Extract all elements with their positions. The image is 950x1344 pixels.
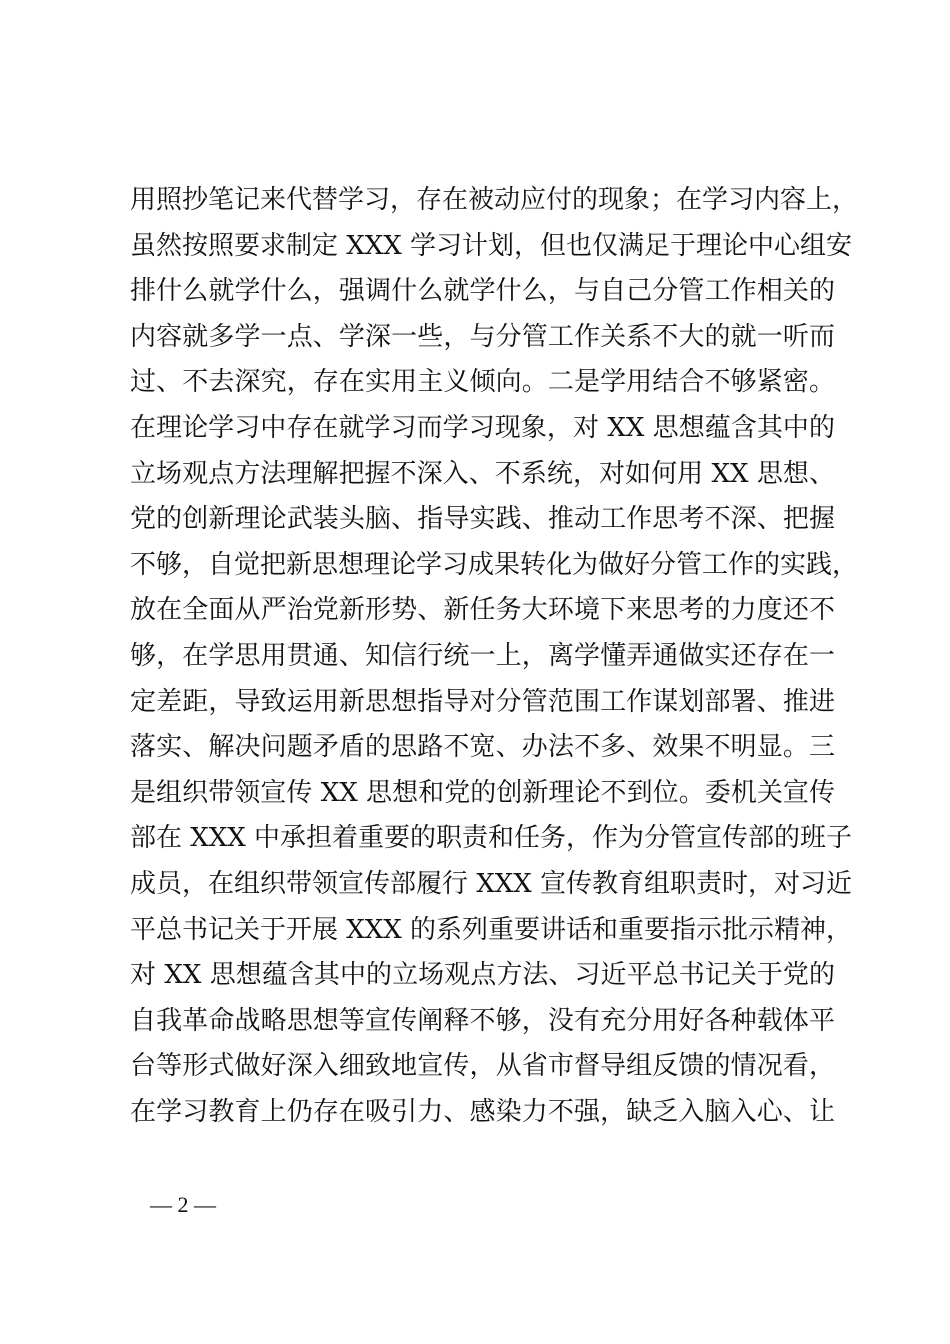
text-line: 台等形式做好深入细致地宣传，从省市督导组反馈的情况看，	[130, 1051, 835, 1082]
text-line: 内容就多学一点、学深一些，与分管工作关系不大的就一听而	[130, 321, 835, 352]
text-line: 不够，自觉把新思想理论学习成果转化为做好分管工作的实践，	[130, 549, 859, 580]
text-line: 落实、解决问题矛盾的思路不宽、办法不多、效果不明显。三	[130, 732, 835, 763]
text-line: 是组织带领宣传 XX 思想和党的创新理论不到位。委机关宣传	[130, 777, 835, 808]
text-line: 成员，在组织带领宣传部履行 XXX 宣传教育组职责时，对习近	[130, 868, 853, 899]
text-line: 部在 XXX 中承担着重要的职责和任务，作为分管宣传部的班子	[130, 823, 853, 854]
text-line: 过、不去深究，存在实用主义倾向。二是学用结合不够紧密。	[130, 367, 835, 398]
text-line: 立场观点方法理解把握不深入、不系统，对如何用 XX 思想、	[130, 458, 835, 489]
text-line: 放在全面从严治党新形势、新任务大环境下来思考的力度还不	[130, 595, 835, 626]
body-paragraph	[130, 178, 859, 1135]
page-number: — 2 —	[150, 1192, 216, 1217]
text-line: 在学习教育上仍存在吸引力、感染力不强，缺乏入脑入心、让	[130, 1096, 835, 1127]
text-line: 虽然按照要求制定 XXX 学习计划，但也仅满足于理论中心组安	[130, 230, 853, 261]
text-line: 用照抄笔记来代替学习，存在被动应付的现象；在学习内容上，	[130, 185, 859, 215]
text-line: 对 XX 思想蕴含其中的立场观点方法、习近平总书记关于党的	[130, 960, 835, 991]
text-line: 党的创新理论武装头脑、指导实践、推动工作思考不深、把握	[130, 504, 835, 535]
text-line: 在理论学习中存在就学习而学习现象，对 XX 思想蕴含其中的	[130, 412, 835, 443]
text-line: 排什么就学什么，强调什么就学什么，与自己分管工作相关的	[130, 276, 835, 307]
text-line: 平总书记关于开展 XXX 的系列重要讲话和重要指示批示精神，	[130, 914, 853, 945]
text-line: 定差距，导致运用新思想指导对分管范围工作谋划部署、推进	[130, 686, 835, 717]
text-line: 够，在学思用贯通、知信行统一上，离学懂弄通做实还存在一	[130, 640, 835, 671]
text-line: 自我革命战略思想等宣传阐释不够，没有充分用好各种载体平	[130, 1005, 835, 1036]
